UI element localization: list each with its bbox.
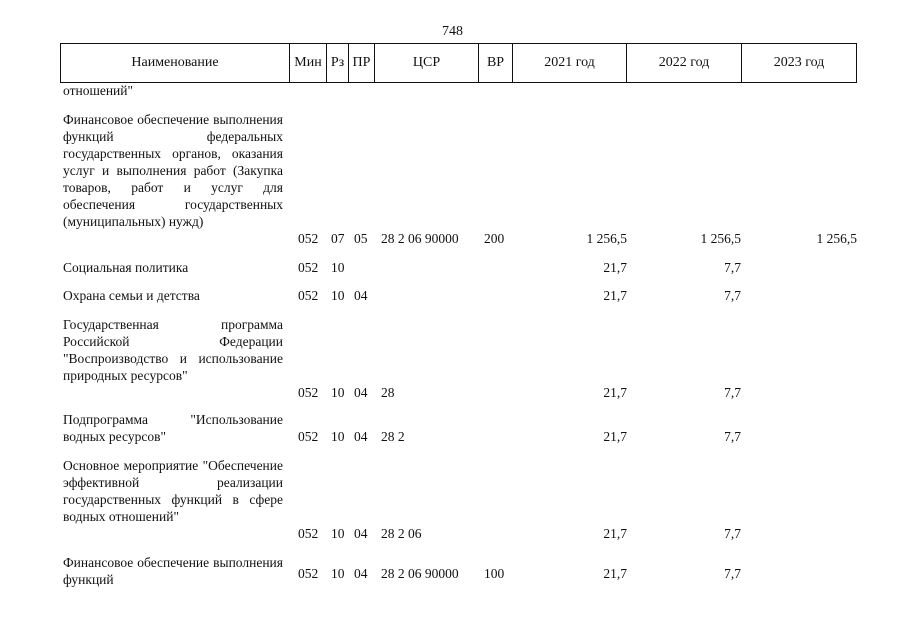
row-2021: 21,7 — [603, 429, 627, 444]
row-rz: 10 — [331, 429, 345, 444]
row-vr: 200 — [484, 231, 505, 246]
row-2021: 21,7 — [603, 288, 627, 303]
row-min: 052 — [298, 288, 319, 303]
header-name: Наименование — [61, 44, 290, 83]
row-rz: 10 — [331, 526, 345, 541]
row-2022: 7,7 — [724, 566, 741, 581]
table-header — [60, 43, 857, 83]
row-pr: 05 — [354, 231, 368, 246]
header-min: Мин — [290, 44, 327, 83]
row-rz: 10 — [331, 385, 345, 400]
row-min: 052 — [298, 260, 319, 275]
row-name: Социальная политика — [63, 260, 189, 275]
row-csr: 28 2 06 90000 — [381, 231, 459, 246]
row-min: 052 — [298, 429, 319, 444]
row-2022: 7,7 — [724, 526, 741, 541]
row-pr: 04 — [354, 526, 368, 541]
row-rz: 07 — [331, 231, 345, 246]
row-pr: 04 — [354, 288, 368, 303]
row-2021: 21,7 — [603, 385, 627, 400]
row-min: 052 — [298, 526, 319, 541]
row-name: Охрана семьи и детства — [63, 288, 200, 303]
row-name: Финансовое обеспечение выполнения функций — [63, 555, 283, 587]
row-rz: 10 — [331, 566, 345, 581]
row-name: Государственная программа Российской Федерации "Воспроизводство и использование природных ресурсов" — [63, 317, 283, 383]
row-2022: 7,7 — [724, 429, 741, 444]
row-min: 052 — [298, 385, 319, 400]
row-rz: 10 — [331, 260, 345, 275]
header-pr: ПР — [349, 44, 375, 83]
header-2022: 2022 год — [627, 44, 742, 83]
row-csr: 28 2 — [381, 429, 405, 444]
row-csr: 28 2 06 — [381, 526, 422, 541]
header-2021: 2021 год — [513, 44, 627, 83]
row-2021: 1 256,5 — [586, 231, 627, 246]
row-name: Финансовое обеспечение выполнения функций федеральных государственных органов, оказания услуг и выполнения работ (Закупка товаров, работ и услуг для обеспечения государственных (муниципальных) нужд) — [63, 112, 283, 229]
row-min: 052 — [298, 566, 319, 581]
row-vr: 100 — [484, 566, 505, 581]
row-2022: 1 256,5 — [700, 231, 741, 246]
row-pr: 04 — [354, 429, 368, 444]
row-rz: 10 — [331, 288, 345, 303]
row-2022: 7,7 — [724, 385, 741, 400]
row-name: Основное мероприятие "Обеспечение эффективной реализации государственных функций в сфере водных отношений" — [63, 458, 283, 524]
row-2022: 7,7 — [724, 260, 741, 275]
row-2023: 1 256,5 — [816, 231, 857, 246]
row-name: отношений" — [63, 83, 134, 98]
header-2023: 2023 год — [742, 44, 857, 83]
row-2021: 21,7 — [603, 260, 627, 275]
header-csr: ЦСР — [375, 44, 479, 83]
row-min: 052 — [298, 231, 319, 246]
row-2021: 21,7 — [603, 526, 627, 541]
header-vr: ВР — [479, 44, 513, 83]
page-number: 748 — [442, 24, 463, 39]
row-2021: 21,7 — [603, 566, 627, 581]
row-pr: 04 — [354, 566, 368, 581]
row-2022: 7,7 — [724, 288, 741, 303]
row-csr: 28 2 06 90000 — [381, 566, 459, 581]
row-pr: 04 — [354, 385, 368, 400]
row-name: Подпрограмма "Использование водных ресурсов" — [63, 412, 283, 444]
row-csr: 28 — [381, 385, 395, 400]
header-rz: Рз — [327, 44, 349, 83]
